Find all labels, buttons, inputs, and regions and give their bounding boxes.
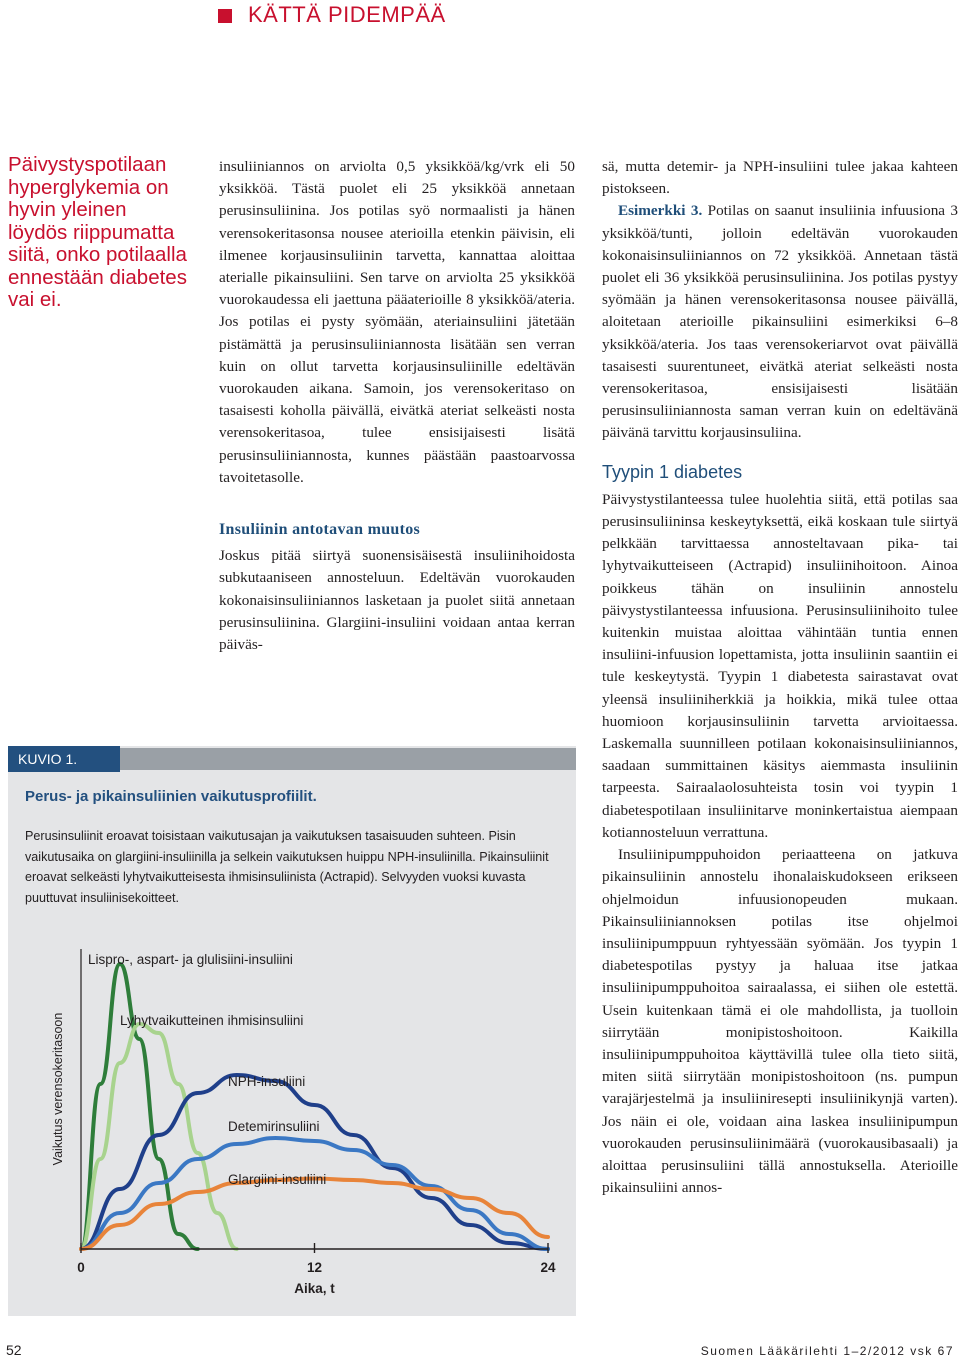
example-label: Esimerkki 3. — [618, 202, 703, 220]
paragraph: sä, mutta detemir- ja NPH-insuliini tulee jakaa kahteen pistokseen. — [602, 158, 958, 198]
series-label: Detemirinsuliini — [228, 1119, 320, 1134]
pull-quote: Päivystyspotilaan hyperglykemia on hyvin yleinen löydös riippumatta siitä, onko potilaalla ennestään diabetes vai ei. — [8, 153, 187, 311]
column-middle — [219, 156, 575, 656]
figure-caption: Perusinsuliinit eroavat toisistaan vaikutusajan ja vaikutuksen tasaisuuden suhteen. Pisin vaikutusaika on glargiini-insuliinilla ja selkein vaikutuksen huippu NPH-insuliinilla. Pikainsuliinit eroavat selkeästi lyhytvaikutteisesta ihmisinsuliinista (Actrapid). Selvyyden vuoksi kuvasta puuttuvat insuliinisekoitteet. — [25, 829, 549, 905]
figure-panel — [8, 746, 576, 1316]
series-label: Glargiini-insuliini — [228, 1172, 327, 1187]
paragraph: insuliiniannos on arviolta 0,5 yksikköä/kg/vrk eli 50 yksikköä. Tästä puolet eli 25 yksikköä annetaan perusinsuliinina. Jos potilas syö normaalisti ja hänen verensokeritasonsa nousee aterioilla etenkin päivisin, eli ilmenee korjausinsuliinin tarvetta, kannattaa aloittaa aterialle pikainsuliini. Sen tarve on arviolta 25 yksikköä vuorokaudessa eli jaettuna pääaterioille 8 yksikköä/ateria. Jos potilas ei pysty syömään, ateriainsuliini jätetään pistämättä ja perusinsuliiniannosta lisätään sen verran kuin on ollut tarvetta korjausinsuliinille edeltävän vuorokauden aikana. Samoin, jos verensokeritaso on tasaisesti koholla päivällä, eivätkä ateriat selkeästi nosta verensokeritasoa, tulee ensisijaisesti lisätä perusinsuliiniannosta, kunnes päästään paastoarvossa tavoitetasolle. — [219, 158, 575, 486]
paragraph: Joskus pitää siirtyä suonensisäisestä insuliinihoidosta subkutaaniseen annosteluun. Edeltävän vuorokauden kokonaisinsuliiniannos lasketaan ja puolet siitä annetaan perusinsuliinina. Glargiini-insuliini voidaan antaa kerran päiväs- — [219, 547, 575, 654]
subheading: Tyypin 1 diabetes — [602, 461, 743, 482]
page-number: 52 — [6, 1342, 22, 1358]
section-marker — [218, 9, 232, 23]
series-line — [81, 1138, 548, 1249]
paragraph: Insuliinipumppuhoidon periaatteena on jatkuva pikainsuliinin annostelu ihonalaiskudokseen erikseen ohjelmoidun infuusionopeuden mukaan. Pikainsuliiniannoksen potilas itse ohjelmoi insuliinipumppuun ryhtyessään syömään. Jos tyypin 1 diabetespotilas pystyy ja haluaa itse jatkaa insuliinipumppuhoitoa sairaalassa, ei siihen ole estettä. Usein kuitenkaan tämä ei ole mahdollista, ja tuolloin siirrytään monipistoshoitoon. Kaikilla insuliinipumppuhoitoa käyttävillä tulee olla tieto siitä, miten siitä siirrytään monipistoshoitoon (ns. pumpun varajärjestelmä ja insuliiniresepti insuliinikynjä varten). Jos näin ei ole, voidaan aina laskea insuliinipumpun vuorokauden perusinsuliinimäärä (vuorokausibasaali) ja aloittaa perusinsuliini tällä annostuksella. Aterioille pikainsuliini annos- — [602, 846, 958, 1197]
y-axis-label: Vaikutus verensokeritasoon — [51, 1012, 65, 1166]
subheading: Insuliinin antotavan muutos — [219, 521, 421, 539]
x-tick-label: 24 — [540, 1260, 556, 1275]
x-axis-label: Aika, t — [294, 1281, 335, 1296]
series-label: Lispro-, aspart- ja glulisiini-insuliini — [88, 952, 293, 967]
x-tick-label: 12 — [306, 1260, 323, 1275]
example-text: Potilas on saanut insuliinia infuusiona 3 yksikköä/tunti, jolloin edeltävän vuorokauden kokonaisinsuliiniannos on 72 yksikköä. Annetaan tästä puolet eli 36 yksikköä perusinsuliinina. Jos potilas pystyy syömään ja hänen verensokeritasonsa nousee päivällä, aloitetaan aterioille pikainsuliini esimerkiksi 6–8 yksikköä/ateria. Jos taas verensokeriarvot ovat päivällä tasaisesti suurentuneet, eivätkä ateriat selkeästi nosta verensokeritasoa, ensisijaisesti lisätään perusinsuliiniannosta saman verran kuin on edeltävänä päivänä tarvittu korjausinsuliina. — [602, 202, 958, 442]
series-label: Lyhytvaikutteinen ihmisinsuliini — [120, 1013, 304, 1028]
paragraph: Päivystystilanteessa tulee huolehtia siitä, että potilas saa perusinsuliininsa keskeytyksettä, eikä koskaan tule siirtyä pelkkään tarvittaessa annosteltavaan pika- tai lyhytvaikutteiseen (Actrapid) insuliinihoitoon. Ainoa poikkeus tähän on insuliinin annostelu päivystystilanteessa infuusiona. Perusinsuliinihoito tulee kuitenkin muistaa aloittaa vähintään tuntia ennen insuliini-infuusion lopettamista, jotta insuliinin saantiin ei tule keskeytystä. Tyypin 1 diabetesta sairastavat ovat yleensä insuliiniherkkiä ja hoikkia, mikä tulee ottaa huomioon korjausinsuliinin tarvetta arvioitaessa. Laskemalla suunnilleen potilaan kokonaisinsuliiniannos, saadaan summittainen käsitys aiemmasta insuliinin tarpeesta. Sairaalaolosuhteista tosin voi tyypin 1 diabetespotilaan insuliinitarve moninkertaistua aiempaan kotiannosteluun verrattuna. — [602, 490, 958, 841]
journal-name: Suomen Lääkärilehti 1–2/2012 vsk 67 — [700, 1344, 954, 1358]
insulin-profile-chart — [8, 746, 576, 1316]
column-right — [602, 156, 958, 1199]
x-tick-label: 0 — [77, 1260, 85, 1275]
paragraph — [602, 200, 958, 444]
figure-label: KUVIO 1. — [8, 746, 120, 772]
series-label: NPH-insuliini — [228, 1074, 306, 1089]
figure-title: Perus- ja pikainsuliinien vaikutusprofiilit. — [25, 788, 317, 805]
section-title: KÄTTÄ PIDEMPÄÄ — [248, 2, 446, 27]
